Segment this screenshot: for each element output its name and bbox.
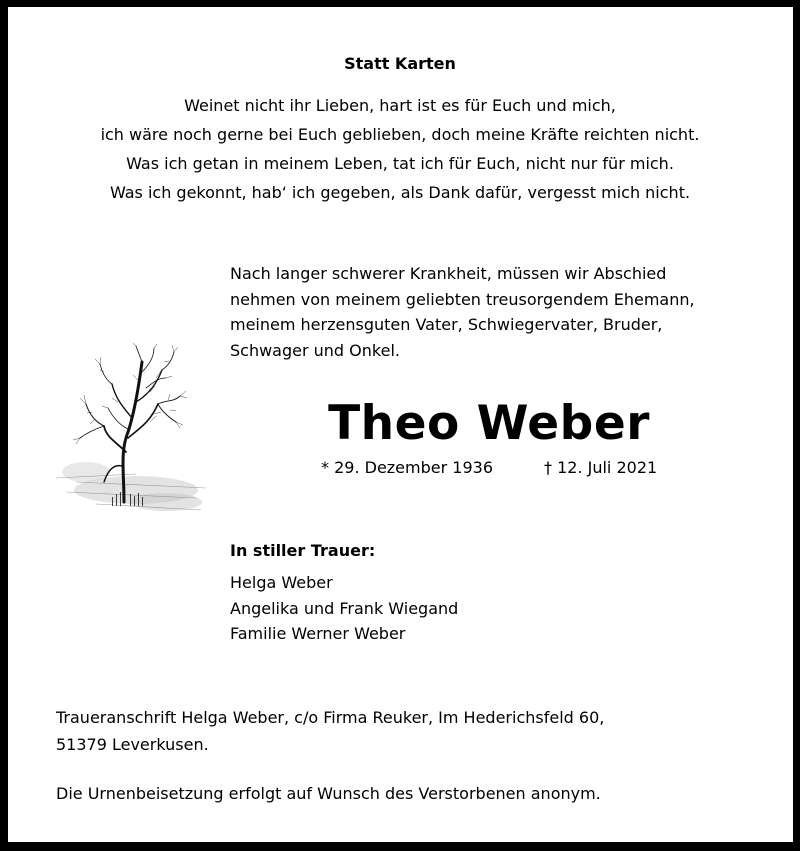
mourner-name: Familie Werner Weber	[230, 624, 406, 643]
burial-note: Die Urnenbeisetzung erfolgt auf Wunsch des Verstorbenen anonym.	[56, 784, 601, 803]
mourning-address	[56, 704, 604, 758]
address-line: Traueranschrift Helga Weber, c/o Firma Reuker, Im Hederichsfeld 60,	[56, 708, 605, 727]
intro-line: Nach langer schwerer Krankheit, müssen wir Abschied	[230, 264, 667, 283]
intro-line: nehmen von meinem geliebten treusorgendem Ehemann,	[230, 289, 695, 309]
address-line: 51379 Leverkusen.	[56, 735, 209, 754]
mourning-heading: In stiller Trauer:	[230, 541, 376, 560]
mourners-list	[230, 570, 458, 647]
intro-text	[230, 261, 695, 363]
poem-line: ich wäre noch gerne bei Euch geblieben, doch meine Kräfte reichten nicht.	[100, 125, 700, 144]
poem-line: Was ich gekonnt, hab‘ ich gegeben, als Dank dafür, vergesst mich nicht.	[109, 183, 691, 202]
deceased-name: Theo Weber	[328, 396, 650, 451]
poem	[0, 91, 800, 207]
intro-line: Schwager und Onkel.	[230, 340, 400, 360]
notice-heading: Statt Karten	[344, 54, 456, 73]
death-date: † 12. Juli 2021	[544, 458, 658, 477]
birth-date: * 29. Dezember 1936	[321, 458, 493, 477]
poem-line: Was ich getan in meinem Leben, tat ich für Euch, nicht nur für mich.	[126, 154, 674, 173]
mourner-name: Angelika und Frank Wiegand	[230, 598, 459, 618]
poem-line: Weinet nicht ihr Lieben, hart ist es für Euch und mich,	[184, 96, 616, 115]
mourner-name: Helga Weber	[230, 573, 333, 592]
intro-line: meinem herzensguten Vater, Schwiegervater, Bruder,	[230, 315, 663, 334]
